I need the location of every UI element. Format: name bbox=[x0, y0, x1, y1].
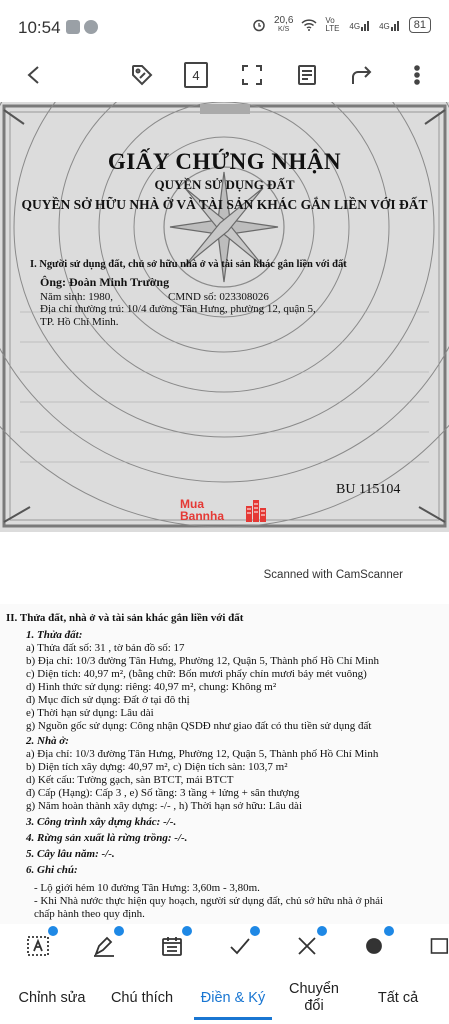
signal-4g-2: 4G bbox=[379, 19, 401, 31]
text-box-tool[interactable] bbox=[22, 930, 54, 962]
building-logo-icon bbox=[244, 498, 268, 522]
production-forest: 4. Rừng sản xuất là rừng trồng: -/-. bbox=[26, 832, 188, 844]
tag-button[interactable] bbox=[120, 52, 164, 98]
serial-number: BU 115104 bbox=[336, 482, 401, 497]
volte-indicator: Vo LTE bbox=[325, 16, 340, 33]
more-options-button[interactable] bbox=[395, 52, 439, 98]
cross-tool[interactable] bbox=[291, 930, 323, 962]
tab-fill-sign[interactable]: Điền & Ký bbox=[192, 976, 274, 1020]
share-button[interactable] bbox=[340, 52, 384, 98]
house-area: b) Diện tích xây dựng: 40,97 m², c) Diện tích sàn: 103,7 m² bbox=[26, 761, 288, 773]
page-1-certificate bbox=[0, 102, 449, 532]
land-area: c) Diện tích: 40,97 m², (bằng chữ: Bốn mươi phẩy chín mươi bảy mét vuông) bbox=[26, 668, 367, 680]
owner-name: Ông: Đoàn Minh Trường bbox=[40, 275, 170, 289]
perennial-trees: 5. Cây lâu năm: -/-. bbox=[26, 848, 115, 860]
dot-icon bbox=[362, 934, 386, 958]
page-count: 4 bbox=[184, 62, 208, 88]
status-bar bbox=[0, 0, 449, 52]
signal-4g-1: 4G bbox=[349, 19, 371, 31]
address-line-2: TP. Hồ Chí Minh. bbox=[40, 316, 119, 328]
more-vertical-icon bbox=[413, 64, 421, 86]
other-construction: 3. Công trình xây dựng khác: -/-. bbox=[26, 816, 177, 828]
alarm-icon bbox=[252, 18, 266, 32]
tab-edit[interactable]: Chỉnh sửa bbox=[18, 989, 86, 1006]
house-completion: g) Năm hoàn thành xây dựng: -/- , h) Thời hạn sở hữu: Lâu dài bbox=[26, 800, 302, 812]
certificate-subtitle-2: QUYỀN SỞ HỮU NHÀ Ở VÀ TÀI SẢN KHÁC GẮN LIỀN VỚI ĐẤT bbox=[21, 197, 428, 212]
document-viewer[interactable] bbox=[0, 102, 449, 924]
certificate-subtitle-1: QUYỀN SỬ DỤNG ĐẤT bbox=[154, 177, 295, 192]
more-tools-partial[interactable] bbox=[428, 930, 449, 962]
house-address: a) Địa chỉ: 10/3 đường Tân Hưng, Phường 12, Quận 5, Thành phố Hồ Chí Minh bbox=[26, 748, 379, 760]
network-speed: 20,6 K/S bbox=[273, 15, 294, 33]
tab-annotate[interactable]: Chú thích bbox=[110, 989, 174, 1006]
battery-indicator: 81 bbox=[409, 17, 431, 33]
land-term: e) Thời hạn sử dụng: Lâu dài bbox=[26, 707, 154, 719]
pen-signature-icon bbox=[92, 934, 116, 958]
address-line-1: Địa chỉ thường trú: 10/4 đường Tân Hưng, phường 12, quận 5, bbox=[40, 303, 316, 315]
checkmark-icon bbox=[228, 934, 252, 958]
signature-tool[interactable] bbox=[88, 930, 120, 962]
premium-badge-icon bbox=[114, 926, 124, 936]
watermark-logo: Mua Bannha bbox=[178, 496, 270, 524]
share-icon bbox=[350, 64, 374, 86]
page-count-button[interactable] bbox=[174, 52, 218, 98]
rectangle-icon bbox=[428, 934, 449, 958]
page-gap bbox=[0, 532, 449, 604]
cross-mark-icon bbox=[295, 934, 319, 958]
calendar-icon bbox=[160, 934, 184, 958]
camscanner-footer: Scanned with CamScanner bbox=[263, 569, 403, 581]
id-number: CMND số: 023308026 bbox=[168, 291, 269, 303]
status-indicators bbox=[252, 16, 431, 34]
land-plot-number: a) Thửa đất số: 31 , tờ bản đồ số: 17 bbox=[26, 642, 185, 654]
land-usage-form: d) Hình thức sử dụng: riêng: 40,97 m², chung: Không m² bbox=[26, 681, 277, 693]
checkmark-tool[interactable] bbox=[224, 930, 256, 962]
notes-heading: 6. Ghi chú: bbox=[26, 864, 78, 876]
note-2: - Khi Nhà nước thực hiện quy hoạch, người sử dụng đất, chủ sở hữu nhà ở phải bbox=[34, 895, 384, 907]
land-address: b) Địa chỉ: 10/3 đường Tân Hưng, Phường 12, Quận 5, Thành phố Hồ Chí Minh bbox=[26, 655, 379, 667]
crop-button[interactable] bbox=[230, 52, 274, 98]
tab-all[interactable]: Tất cả bbox=[377, 989, 419, 1006]
house-structure: d) Kết cấu: Tường gạch, sàn BTCT, mái BTCT bbox=[26, 774, 234, 786]
wifi-icon bbox=[301, 19, 317, 31]
tag-icon bbox=[130, 63, 154, 87]
back-arrow-icon bbox=[23, 64, 45, 86]
premium-badge-icon bbox=[384, 926, 394, 936]
document-layout-icon bbox=[296, 64, 318, 86]
land-heading: 1. Thửa đất: bbox=[26, 629, 83, 641]
messenger-notification-icon bbox=[84, 20, 98, 34]
land-purpose: đ) Mục đích sử dụng: Đất ở tại đô thị bbox=[26, 694, 190, 706]
page-2-details bbox=[0, 604, 449, 924]
crop-frame-icon bbox=[241, 64, 263, 86]
premium-badge-icon bbox=[48, 926, 58, 936]
house-heading: 2. Nhà ở: bbox=[26, 735, 69, 747]
birth-year: Năm sinh: 1980, bbox=[40, 291, 114, 303]
signal-bars-icon bbox=[361, 19, 371, 31]
signal-bars-icon bbox=[391, 19, 401, 31]
premium-badge-icon bbox=[317, 926, 327, 936]
fill-sign-tools bbox=[0, 924, 449, 968]
house-grade: đ) Cấp (Hạng): Cấp 3 , e) Số tầng: 3 tầng + lửng + sân thượng bbox=[26, 787, 300, 799]
premium-badge-icon bbox=[182, 926, 192, 936]
bottom-tab-bar bbox=[0, 968, 449, 1024]
certificate-title: GIẤY CHỨNG NHẬN bbox=[107, 149, 342, 174]
note-1: - Lộ giới hẻm 10 đường Tân Hưng: 3,60m - 3,80m. bbox=[34, 882, 260, 894]
text-box-icon bbox=[26, 934, 50, 958]
section-2-heading: II. Thửa đất, nhà ở và tài sản khác gắn liền với đất bbox=[6, 612, 244, 624]
dot-tool[interactable] bbox=[358, 930, 390, 962]
note-3: chấp hành theo quy định. bbox=[34, 908, 145, 920]
date-tool[interactable] bbox=[156, 930, 188, 962]
tab-convert[interactable]: Chuyển đổi bbox=[289, 981, 339, 1014]
zalo-notification-icon bbox=[66, 20, 80, 34]
document-toolbar bbox=[0, 52, 449, 102]
layout-button[interactable] bbox=[285, 52, 329, 98]
section-1-heading: I. Người sử dụng đất, chủ sở hữu nhà ở và tài sản khác gắn liền với đất bbox=[30, 259, 347, 270]
status-time: 10:54 bbox=[18, 18, 61, 37]
land-origin: g) Nguồn gốc sử dụng: Công nhận QSDĐ như giao đất có thu tiền sử dụng đất bbox=[26, 720, 372, 732]
premium-badge-icon bbox=[250, 926, 260, 936]
back-button[interactable] bbox=[12, 52, 56, 98]
